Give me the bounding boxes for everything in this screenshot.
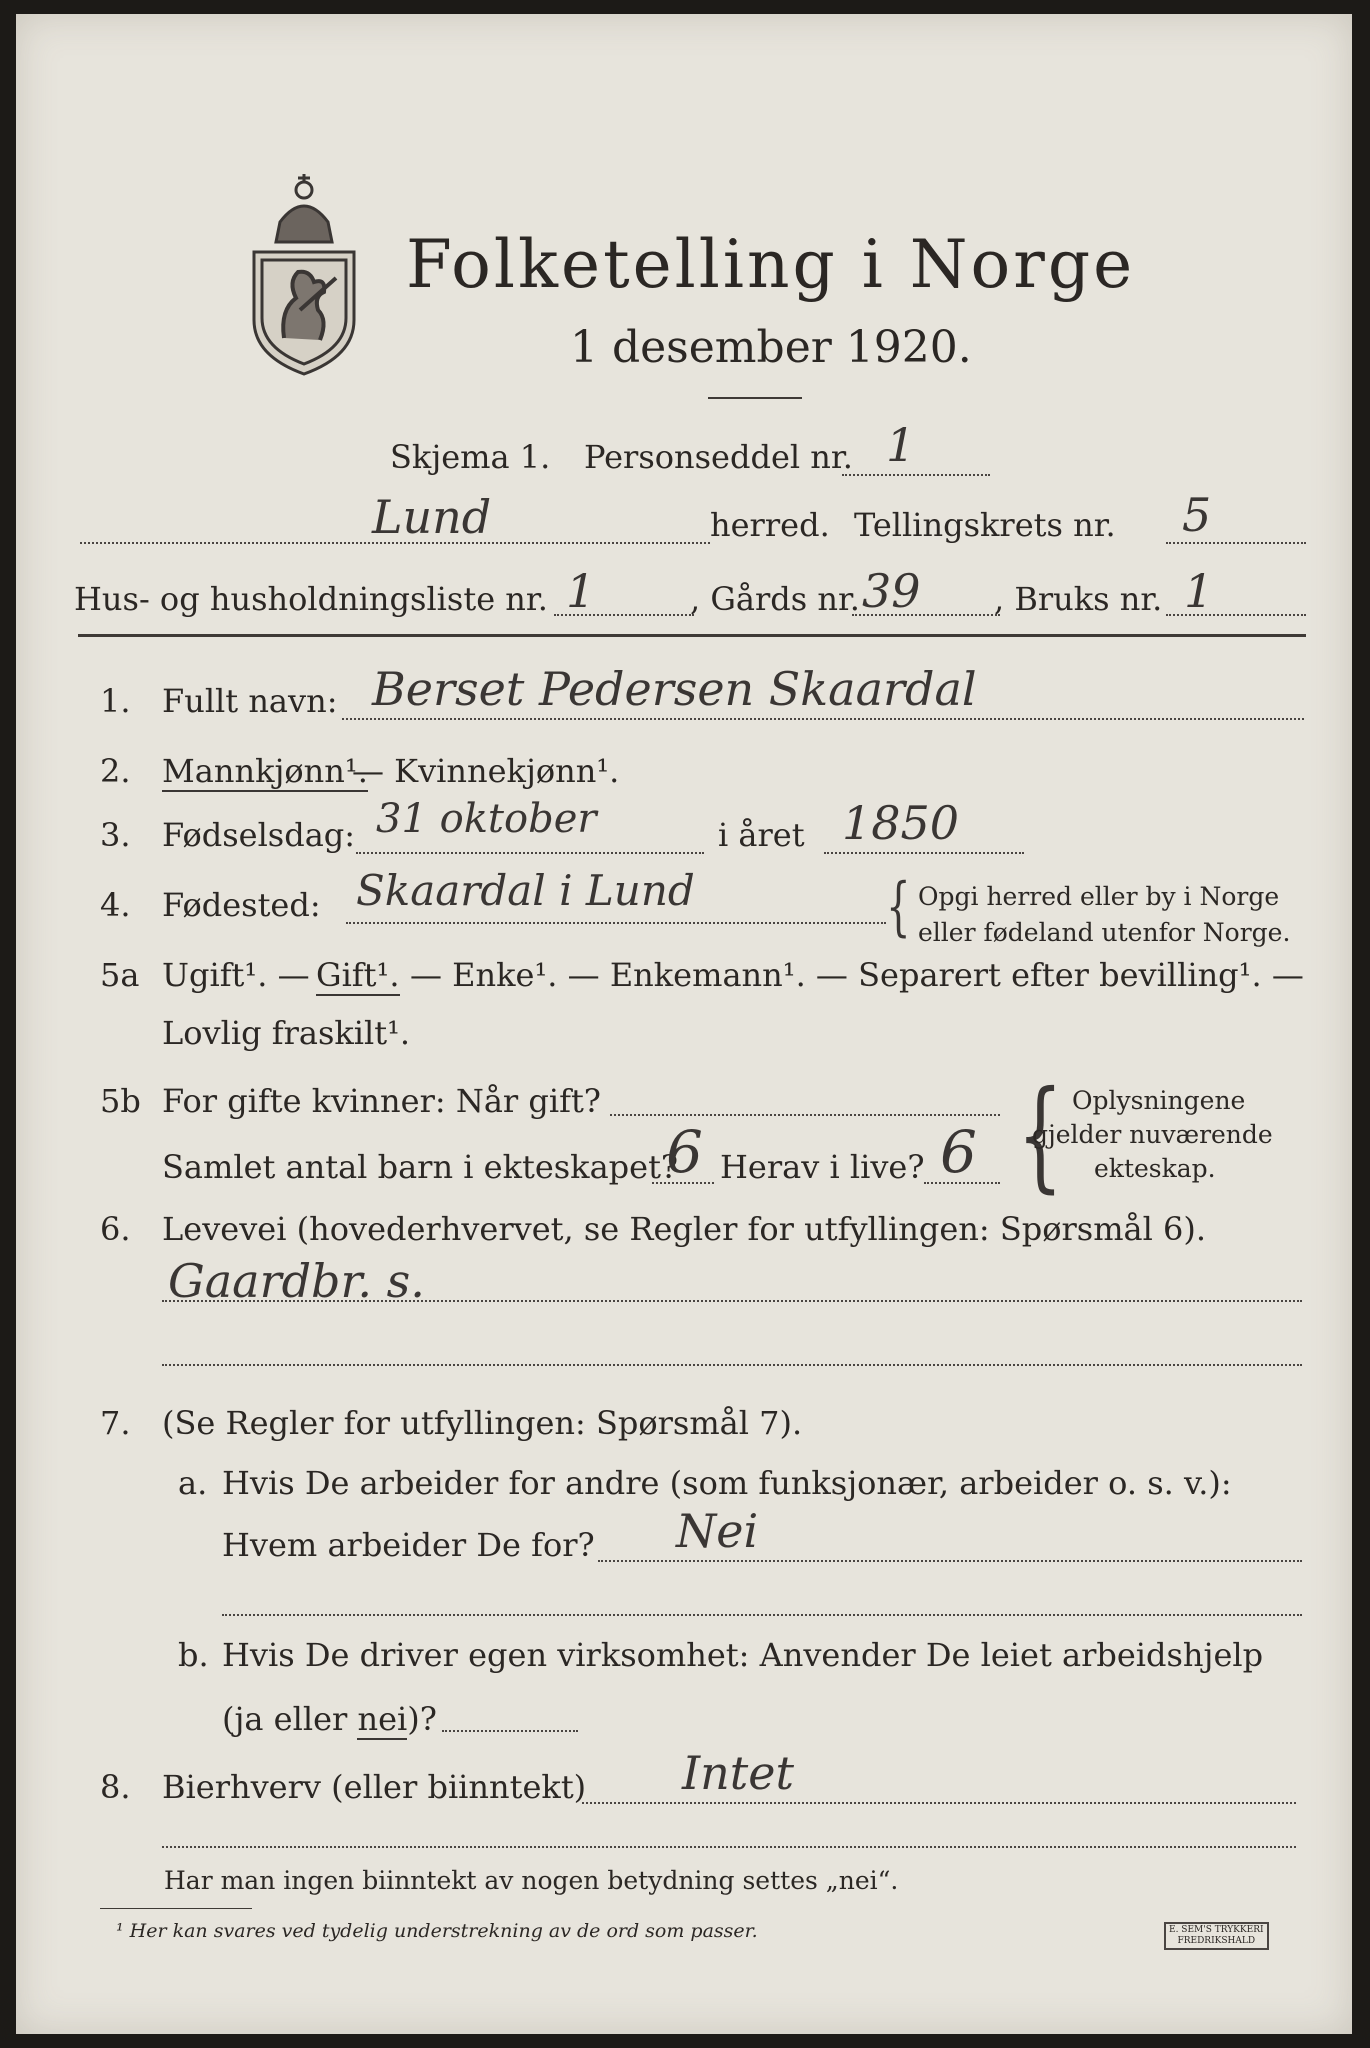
status-ugift: Ugift¹. —: [162, 956, 310, 994]
q7a-number: a.: [178, 1464, 208, 1502]
q5b-note-2: gjelder nuværende: [1032, 1120, 1273, 1149]
printer-stamp: E. SEM'S TRYKKERI FREDRIKSHALD: [1164, 1922, 1269, 1950]
personseddel-value: 1: [886, 418, 916, 472]
gards-label: , Gårds nr.: [690, 580, 860, 618]
census-form: Folketelling i Norge 1 desember 1920. Skjema 1. Personseddel nr. 1 Lund herred. Tellingskrets nr. 5 Hus- og husholdningsliste nr. 1 , Gårds nr. 39 , Bruks nr. 1 1. Fullt navn: Berset Pedersen Skaardal 2. Mannkjønn¹. — Kvinnekjønn¹. 3. Fødselsdag: 31 oktober i året 1850 4. Fødested: Skaardal i Lund { Opgi herred eller by i Norge eller fødeland utenfor Norge. 5a Ugift¹. — Gift¹. — Enke¹. — Enkemann¹. — Separert efter bevilling¹. — Lovlig fraskilt¹. 5b For gifte kvinner: Når gift? Samlet antal barn i ekteskapet? 6 Herav i live? 6 { Oplysningene gjelder nuværende ekteskap. 6. Levevei (hovederhvervet, se Regler for utfyllingen: Spørsmål 6). Gaardbr. s. 7. (Se Regler for utfyllingen: Spørsmål 7). a. Hvis De arbeider for andre (som funksjonær, arbeider o. s. v.): Hvem arbeider De for? Nei b. Hvis De driver egen virksomhet: Anvender De leiet arbeidshjelp (ja eller nei)? 8. Bierhverv (eller biinntekt) Intet Har man ingen biinntekt av nogen betydning settes „nei“. ¹ Her kan svares ved tydelig understrekning av de ord som passer. E. SEM'S TRYKKERI FREDRIKSHALD: [16, 14, 1352, 2034]
q7a-label: Hvis De arbeider for andre (som funksjonær, arbeider o. s. v.):: [222, 1464, 1232, 1502]
q7a-question: Hvem arbeider De for?: [222, 1526, 595, 1564]
q5b-children-label: Samlet antal barn i ekteskapet?: [162, 1148, 679, 1186]
q5b-alive-label: Herav i live?: [720, 1148, 925, 1186]
q7b-nei: nei: [357, 1700, 408, 1738]
q5b-note-1: Oplysningene: [1072, 1086, 1246, 1115]
q1-label: Fullt navn:: [162, 682, 338, 720]
q6-number: 6.: [100, 1210, 131, 1248]
birthplace-note-2: eller fødeland utenfor Norge.: [918, 918, 1291, 947]
birthdate-value: 31 oktober: [376, 796, 597, 842]
birthplace-value: Skaardal i Lund: [356, 866, 695, 915]
q3-label: Fødselsdag:: [162, 816, 356, 854]
q7-number: 7.: [100, 1404, 131, 1442]
form-title: Folketelling i Norge: [406, 226, 1136, 303]
q5a-number: 5a: [100, 956, 140, 994]
bruks-value: 1: [1184, 564, 1214, 618]
footer-note: Har man ingen biinntekt av nogen betydning settes „nei“.: [164, 1866, 899, 1895]
q7b-question: (ja eller nei)?: [222, 1700, 437, 1738]
q8-label: Bierhverv (eller biinntekt): [162, 1768, 587, 1806]
sex-female: — Kvinnekjønn¹.: [352, 752, 620, 790]
hus-value: 1: [566, 564, 596, 618]
status-gift: Gift¹.: [316, 956, 400, 994]
children-total-value: 6: [666, 1118, 703, 1186]
q3-number: 3.: [100, 816, 131, 854]
q7b-label: Hvis De driver egen virksomhet: Anvender De leiet arbeidshjelp: [222, 1636, 1264, 1674]
skjema-label: Skjema 1.: [390, 438, 551, 476]
full-name-value: Berset Pedersen Skaardal: [372, 662, 977, 716]
bruks-label: , Bruks nr.: [994, 580, 1163, 618]
q4-number: 4.: [100, 886, 131, 924]
q4-label: Fødested:: [162, 886, 321, 924]
herred-value: Lund: [372, 490, 492, 544]
birthplace-note-1: Opgi herred eller by i Norge: [918, 882, 1280, 911]
status-fraskilt: Lovlig fraskilt¹.: [162, 1014, 411, 1052]
tellingskrets-value: 5: [1182, 488, 1212, 542]
coat-of-arms-icon: [240, 160, 368, 380]
occupation-value: Gaardbr. s.: [168, 1254, 425, 1308]
year-label: i året: [718, 816, 805, 854]
q1-number: 1.: [100, 682, 131, 720]
herred-label: herred.: [710, 506, 830, 544]
census-date: 1 desember 1920.: [570, 322, 972, 373]
header-divider: [78, 634, 1306, 637]
q5b-number: 5b: [100, 1082, 141, 1120]
q2-number: 2.: [100, 752, 131, 790]
q5b-note-3: ekteskap.: [1094, 1154, 1216, 1183]
title-divider: [708, 397, 802, 399]
q8-number: 8.: [100, 1768, 131, 1806]
sex-male: Mannkjønn¹.: [162, 752, 368, 790]
hus-label: Hus- og husholdningsliste nr.: [74, 580, 548, 618]
birth-year-value: 1850: [842, 796, 960, 850]
footnote: ¹ Her kan svares ved tydelig understrekning av de ord som passer.: [116, 1920, 758, 1942]
q6-label: Levevei (hovederhvervet, se Regler for utfyllingen: Spørsmål 6).: [162, 1210, 1207, 1248]
q5b-married-when: For gifte kvinner: Når gift?: [162, 1082, 601, 1120]
tellingskrets-label: Tellingskrets nr.: [854, 506, 1116, 544]
side-income-value: Intet: [682, 1746, 794, 1800]
personseddel-label: Personseddel nr.: [584, 438, 853, 476]
q7-label: (Se Regler for utfyllingen: Spørsmål 7).: [162, 1404, 803, 1442]
gards-value: 39: [862, 564, 921, 618]
employer-value: Nei: [676, 1504, 759, 1558]
q7b-number: b.: [178, 1636, 209, 1674]
status-others: — Enke¹. — Enkemann¹. — Separert efter bevilling¹. —: [410, 956, 1304, 994]
children-alive-value: 6: [940, 1118, 977, 1186]
